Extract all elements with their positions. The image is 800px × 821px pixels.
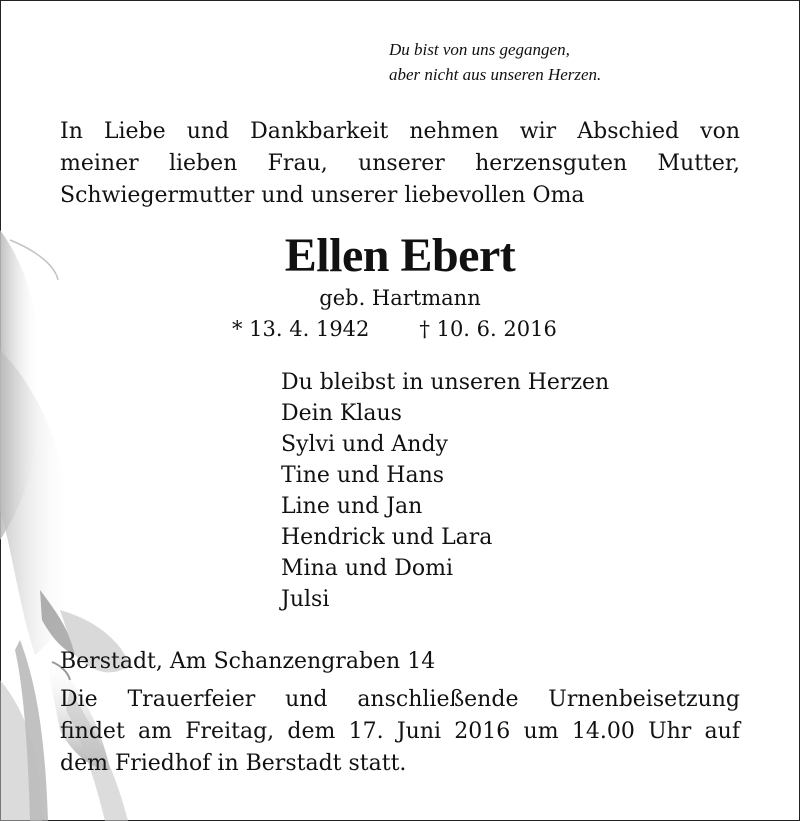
funeral-details xyxy=(60,684,740,780)
funeral-line: Die Trauerfeier und anschließende Urnenbeisetzung xyxy=(60,687,740,712)
birth-name: geb. Hartmann xyxy=(319,286,481,310)
intro-paragraph xyxy=(60,116,740,212)
funeral-line: findet am Freitag, dem 17. Juni 2016 um 14.00 Uhr auf xyxy=(60,719,740,744)
death-date: † 10. 6. 2016 xyxy=(419,317,557,341)
mourner-line: Line und Jan xyxy=(281,494,423,519)
mourner-line: Dein Klaus xyxy=(281,401,402,426)
memorial-quote xyxy=(389,37,601,87)
deceased-name: Ellen Ebert xyxy=(284,229,516,282)
quote-line: Du bist von uns gegangen, xyxy=(389,40,570,59)
life-dates xyxy=(232,314,557,344)
quote-line: aber nicht aus unseren Herzen. xyxy=(389,65,602,84)
intro-line: Schwiegermutter und unserer liebevollen Oma xyxy=(60,183,585,208)
mourner-line: Hendrick und Lara xyxy=(281,525,493,550)
mourner-line: Tine und Hans xyxy=(281,463,445,488)
mourner-line: Mina und Domi xyxy=(281,556,454,581)
mourner-line: Sylvi und Andy xyxy=(281,432,448,457)
mourners-list xyxy=(281,367,609,615)
mourner-line: Du bleibst in unseren Herzen xyxy=(281,370,610,395)
family-address: Berstadt, Am Schanzengraben 14 xyxy=(60,649,436,674)
intro-line: meiner lieben Frau, unserer herzensguten Mutter, xyxy=(60,151,740,176)
intro-line: In Liebe und Dankbarkeit nehmen wir Abschied von xyxy=(60,119,740,144)
funeral-line: dem Friedhof in Berstadt statt. xyxy=(60,751,407,776)
mourner-line: Julsi xyxy=(281,587,330,612)
birth-date: * 13. 4. 1942 xyxy=(232,317,370,341)
